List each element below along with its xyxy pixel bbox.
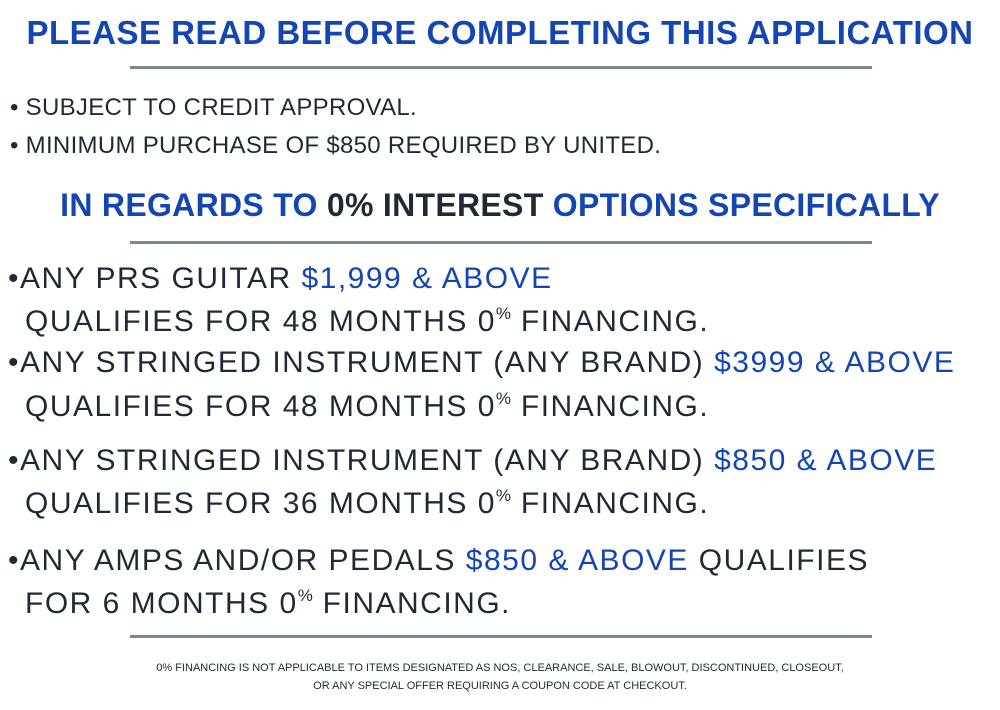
bullet: • — [10, 132, 19, 159]
offer-line-1 — [8, 262, 553, 296]
divider — [130, 635, 872, 638]
footnote-line: 0% FINANCING IS NOT APPLICABLE TO ITEMS DESIGNATED AS NOS, CLEARANCE, SALE, BLOWOUT, DISCONTINUED, CLOSEOUT, — [156, 662, 844, 674]
offer-line-2 — [25, 586, 511, 621]
requirement-text: SUBJECT TO CREDIT APPROVAL. — [25, 94, 417, 121]
bullet: • — [10, 94, 19, 121]
offer-lead: ANY STRINGED INSTRUMENT (ANY BRAND) — [20, 444, 715, 477]
percent-sup: % — [495, 486, 512, 505]
bullet: • — [8, 262, 21, 295]
offer-terms: QUALIFIES FOR 36 MONTHS 0 — [25, 487, 496, 520]
offer-price: $1,999 & ABOVE — [301, 262, 553, 295]
subtitle-emphasis: 0% INTEREST — [326, 187, 544, 223]
page-title: PLEASE READ BEFORE COMPLETING THIS APPLICATION — [26, 14, 974, 51]
offer-lead: ANY AMPS AND/OR PEDALS — [20, 544, 466, 577]
offer-terms-end: FINANCING. — [511, 390, 710, 423]
bullet: • — [8, 346, 21, 379]
offer-price: $850 & ABOVE — [465, 544, 689, 577]
offer-line-1 — [8, 444, 937, 478]
requirement-text: MINIMUM PURCHASE OF $850 REQUIRED BY UNITED. — [25, 132, 662, 159]
offer-line-1 — [8, 544, 869, 578]
requirement-item — [10, 132, 661, 160]
offer-tail: QUALIFIES — [688, 544, 869, 577]
offer-lead: ANY STRINGED INSTRUMENT (ANY BRAND) — [20, 346, 715, 379]
divider — [130, 66, 872, 69]
requirement-item — [10, 94, 417, 122]
divider — [130, 241, 872, 244]
offer-line-2 — [25, 486, 709, 521]
offer-terms-end: FINANCING. — [511, 487, 710, 520]
offer-terms-end: FINANCING. — [511, 305, 710, 338]
offer-terms: FOR 6 MONTHS 0 — [25, 587, 298, 620]
offer-line-2 — [25, 304, 709, 339]
offer-terms-end: FINANCING. — [312, 587, 511, 620]
section-subtitle — [0, 187, 1000, 224]
offer-price: $850 & ABOVE — [714, 444, 938, 477]
bullet: • — [8, 544, 21, 577]
footnote-line: OR ANY SPECIAL OFFER REQUIRING A COUPON CODE AT CHECKOUT. — [313, 680, 687, 692]
percent-sup: % — [495, 304, 512, 323]
offer-terms: QUALIFIES FOR 48 MONTHS 0 — [25, 305, 496, 338]
offer-line-2 — [25, 389, 709, 424]
offer-price: $3999 & ABOVE — [714, 346, 956, 379]
offer-lead: ANY PRS GUITAR — [20, 262, 302, 295]
percent-sup: % — [297, 586, 313, 605]
subtitle-part: IN REGARDS TO — [60, 187, 327, 223]
offer-terms: QUALIFIES FOR 48 MONTHS 0 — [25, 390, 496, 423]
offer-line-1 — [8, 346, 955, 380]
percent-sup: % — [495, 389, 512, 408]
bullet: • — [8, 444, 21, 477]
subtitle-part: OPTIONS SPECIFICALLY — [543, 187, 940, 223]
